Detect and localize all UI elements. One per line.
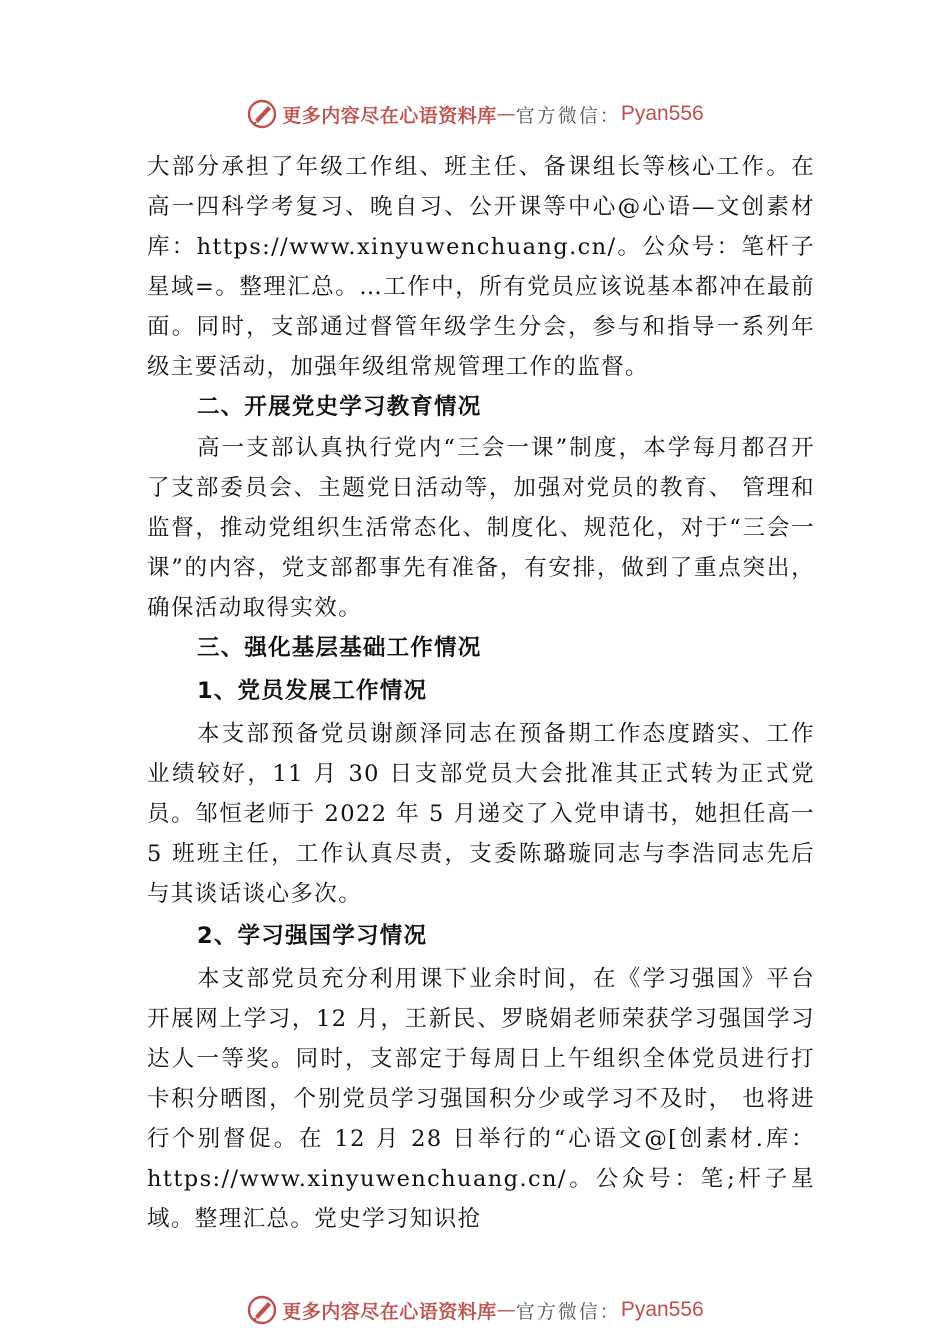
header-brand-text: 更多内容尽在心语资料库	[282, 104, 497, 127]
paragraph-xuexi-qiangguo: 本支部党员充分利用课下业余时间，在《学习强国》平台开展网上学习，12 月，王新民、罗晓娟老师荣获学习强国学习达人一等奖。同时，支部定于每周日上午组织全体党员进行打卡积分晒图，个别党员学习强国积分少或学习不及时， 也将进行个别督促。在 12 月 28 日举行的“心语文@[创素材.库：https://www.xinyuwenchuang.cn/。公众号：笔;杆子星域。整理汇总。党史学习知识抢	[147, 966, 815, 1232]
header-watermark	[0, 94, 950, 134]
header-official-label: 官方微信：	[515, 104, 621, 127]
document-body	[147, 147, 815, 1239]
heading-grassroots: 三、强化基层基础工作情况	[197, 635, 482, 661]
footer-official-label: 官方微信：	[515, 1300, 621, 1323]
seal-logo-icon	[246, 1294, 278, 1326]
paragraph-intro: 大部分承担了年级工作组、班主任、备课组长等核心工作。在高一四科学考复习、晚自习、公开课等中心@心语—文创素材库：https://www.xinyuwenchuang.cn/。公众号：笔杆子星域=。整理汇总。…工作中，所有党员应该说基本都冲在最前面。同时，支部通过督管年级学生分会，参与和指导一系列年级主要活动，加强年级组常规管理工作的监督。	[147, 154, 815, 380]
header-dash: —	[496, 103, 516, 125]
seal-logo-icon	[246, 98, 278, 130]
paragraph-member-development: 本支部预备党员谢颜泽同志在预备期工作态度踏实、工作业绩较好，11 月 30 日支部党员大会批准其正式转为正式党员。邹恒老师于 2022 年 5 月递交了入党申请书，她担任高一 5 班班主任，工作认真尽责，支委陈璐璇同志与李浩同志先后与其谈话谈心多次。	[147, 721, 815, 907]
heading-member-development: 1、党员发展工作情况	[197, 678, 428, 704]
footer-wechat-id: Pyan556	[620, 1298, 704, 1321]
heading-xuexi-qiangguo: 2、学习强国学习情况	[197, 923, 428, 949]
paragraph-party-history: 高一支部认真执行党内“三会一课”制度，本学每月都召开了支部委员会、主题党日活动等，加强对党员的教育、 管理和监督，推动党组织生活常态化、制度化、规范化，对于“三会一课”的内容，党支部都事先有准备，有安排，做到了重点突出，确保活动取得实效。	[147, 435, 815, 621]
heading-party-history: 二、开展党史学习教育情况	[197, 394, 482, 420]
footer-dash: —	[496, 1299, 516, 1321]
footer-brand-text: 更多内容尽在心语资料库	[282, 1300, 497, 1323]
header-wechat-id: Pyan556	[620, 102, 704, 125]
footer-watermark	[0, 1290, 950, 1330]
